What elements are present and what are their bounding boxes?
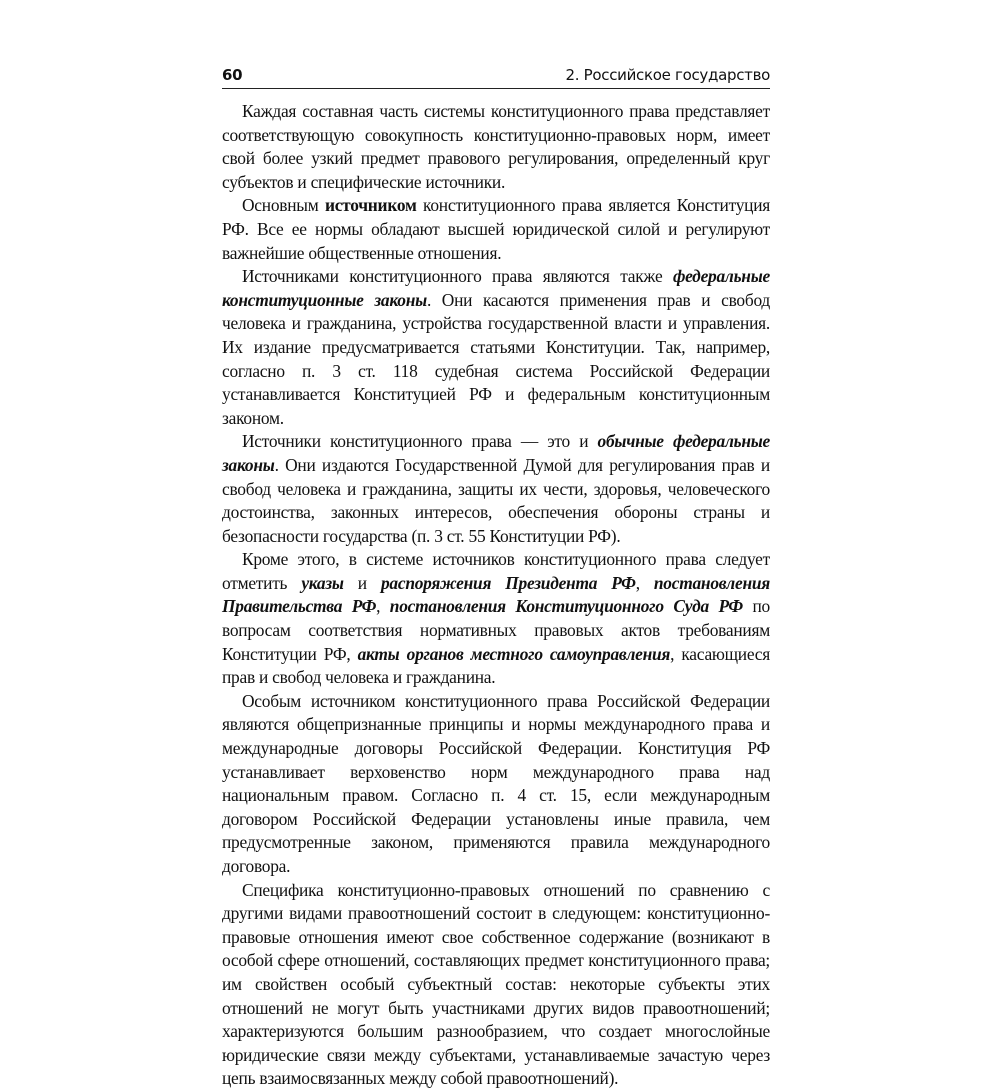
term-emphasis: распоряжения Президента РФ [380,572,636,593]
text-run: Каждая составная часть системы конституционного права представляет соответствующую совокупность конституционно-правовых норм, имеет свой более узкий предмет правового регулирования, определенный круг субъектов и специфические источники. [222,101,770,192]
text-run: Источники конституционного права — это и [242,431,598,452]
term-emphasis: постановления Правительства РФ [222,572,770,617]
term-emphasis: обычные федеральные законы [222,431,771,475]
paragraph-5 [222,548,770,690]
text-run: Источниками конституционного права являются также [242,266,673,287]
page-number: 60 [222,66,243,84]
text-run: , [635,572,654,593]
paragraph-2 [222,194,770,265]
term-emphasis: указы [301,572,344,593]
paragraph-3 [222,265,770,430]
text-run: конституционного права является Конституция РФ. Все ее нормы обладают высшей юридической силой и регулируют важнейшие общественные отношения. [222,195,770,263]
term-bold: источником [324,195,417,216]
text-run: Кроме этого, в системе источников конституционного права следует отметить [222,549,770,593]
text-run: Специфика конституционно-правовых отношений по сравнению с другими видами правоотношений состоит в следующем: конституционно-правовые отношения имеют свое собственное содержание (возникают в особой сфере отношений, составляющих предмет конституционного права; им свойствен особый субъектный состав: некоторые субъекты этих отношений не могут быть участниками других видов правоотношений; характеризуются большим разнообразием, что создает многослойные юридические связи между субъектами, устанавливаемые зачастую через цепь взаимосвязанных между собой правоотношений). [222,879,770,1089]
paragraph-1 [222,100,770,194]
text-run: Основным [242,195,325,216]
term-emphasis: постановления Конституционного Суда РФ [389,596,743,617]
paragraph-7 [222,879,770,1091]
text-run: , касающиеся прав и свобод человека и гражданина. [222,643,770,688]
text-run: . Они издаются Государственной Думой для регулирования прав и свобод человека и гражданина, защиты их чести, здоровья, человеческого достоинства, законных интересов, обеспечения обороны страны и безопасности государства (п. 3 ст. 55 Конституции РФ). [222,454,770,546]
term-emphasis: акты органов местного самоуправления [357,643,671,664]
paragraph-4 [222,430,770,548]
page-header [222,64,770,89]
paragraph-6 [222,690,770,879]
running-head: 2. Российское государство [565,66,770,84]
term-emphasis: федеральные конституционные законы [222,266,770,310]
text-run: . Они касаются применения прав и свобод человека и гражданина, устройства государственной власти и управления. Их издание предусматривается статьями Конституции. Так, например, согласно п. 3 ст. 118 судебная система Российской Федерации устанавливается Конституцией РФ и федеральным конституционным законом. [222,289,770,428]
text-run: по вопросам соответствия нормативных правовых актов требованиям Конституции РФ, [222,596,770,664]
text-run: и [343,572,381,593]
text-run: Особым источником конституционного права Российской Федерации являются общепризнанные принципы и нормы международного права и международные договоры Российской Федерации. Конституция РФ устанавливает верховенство норм международного права над национальным правом. Согласно п. 4 ст. 15, если международным договором Российской Федерации установлены иные правила, чем предусмотренные законом, применяются правила международного договора. [222,690,770,876]
page-body [222,100,770,1091]
text-run: , [376,596,390,617]
